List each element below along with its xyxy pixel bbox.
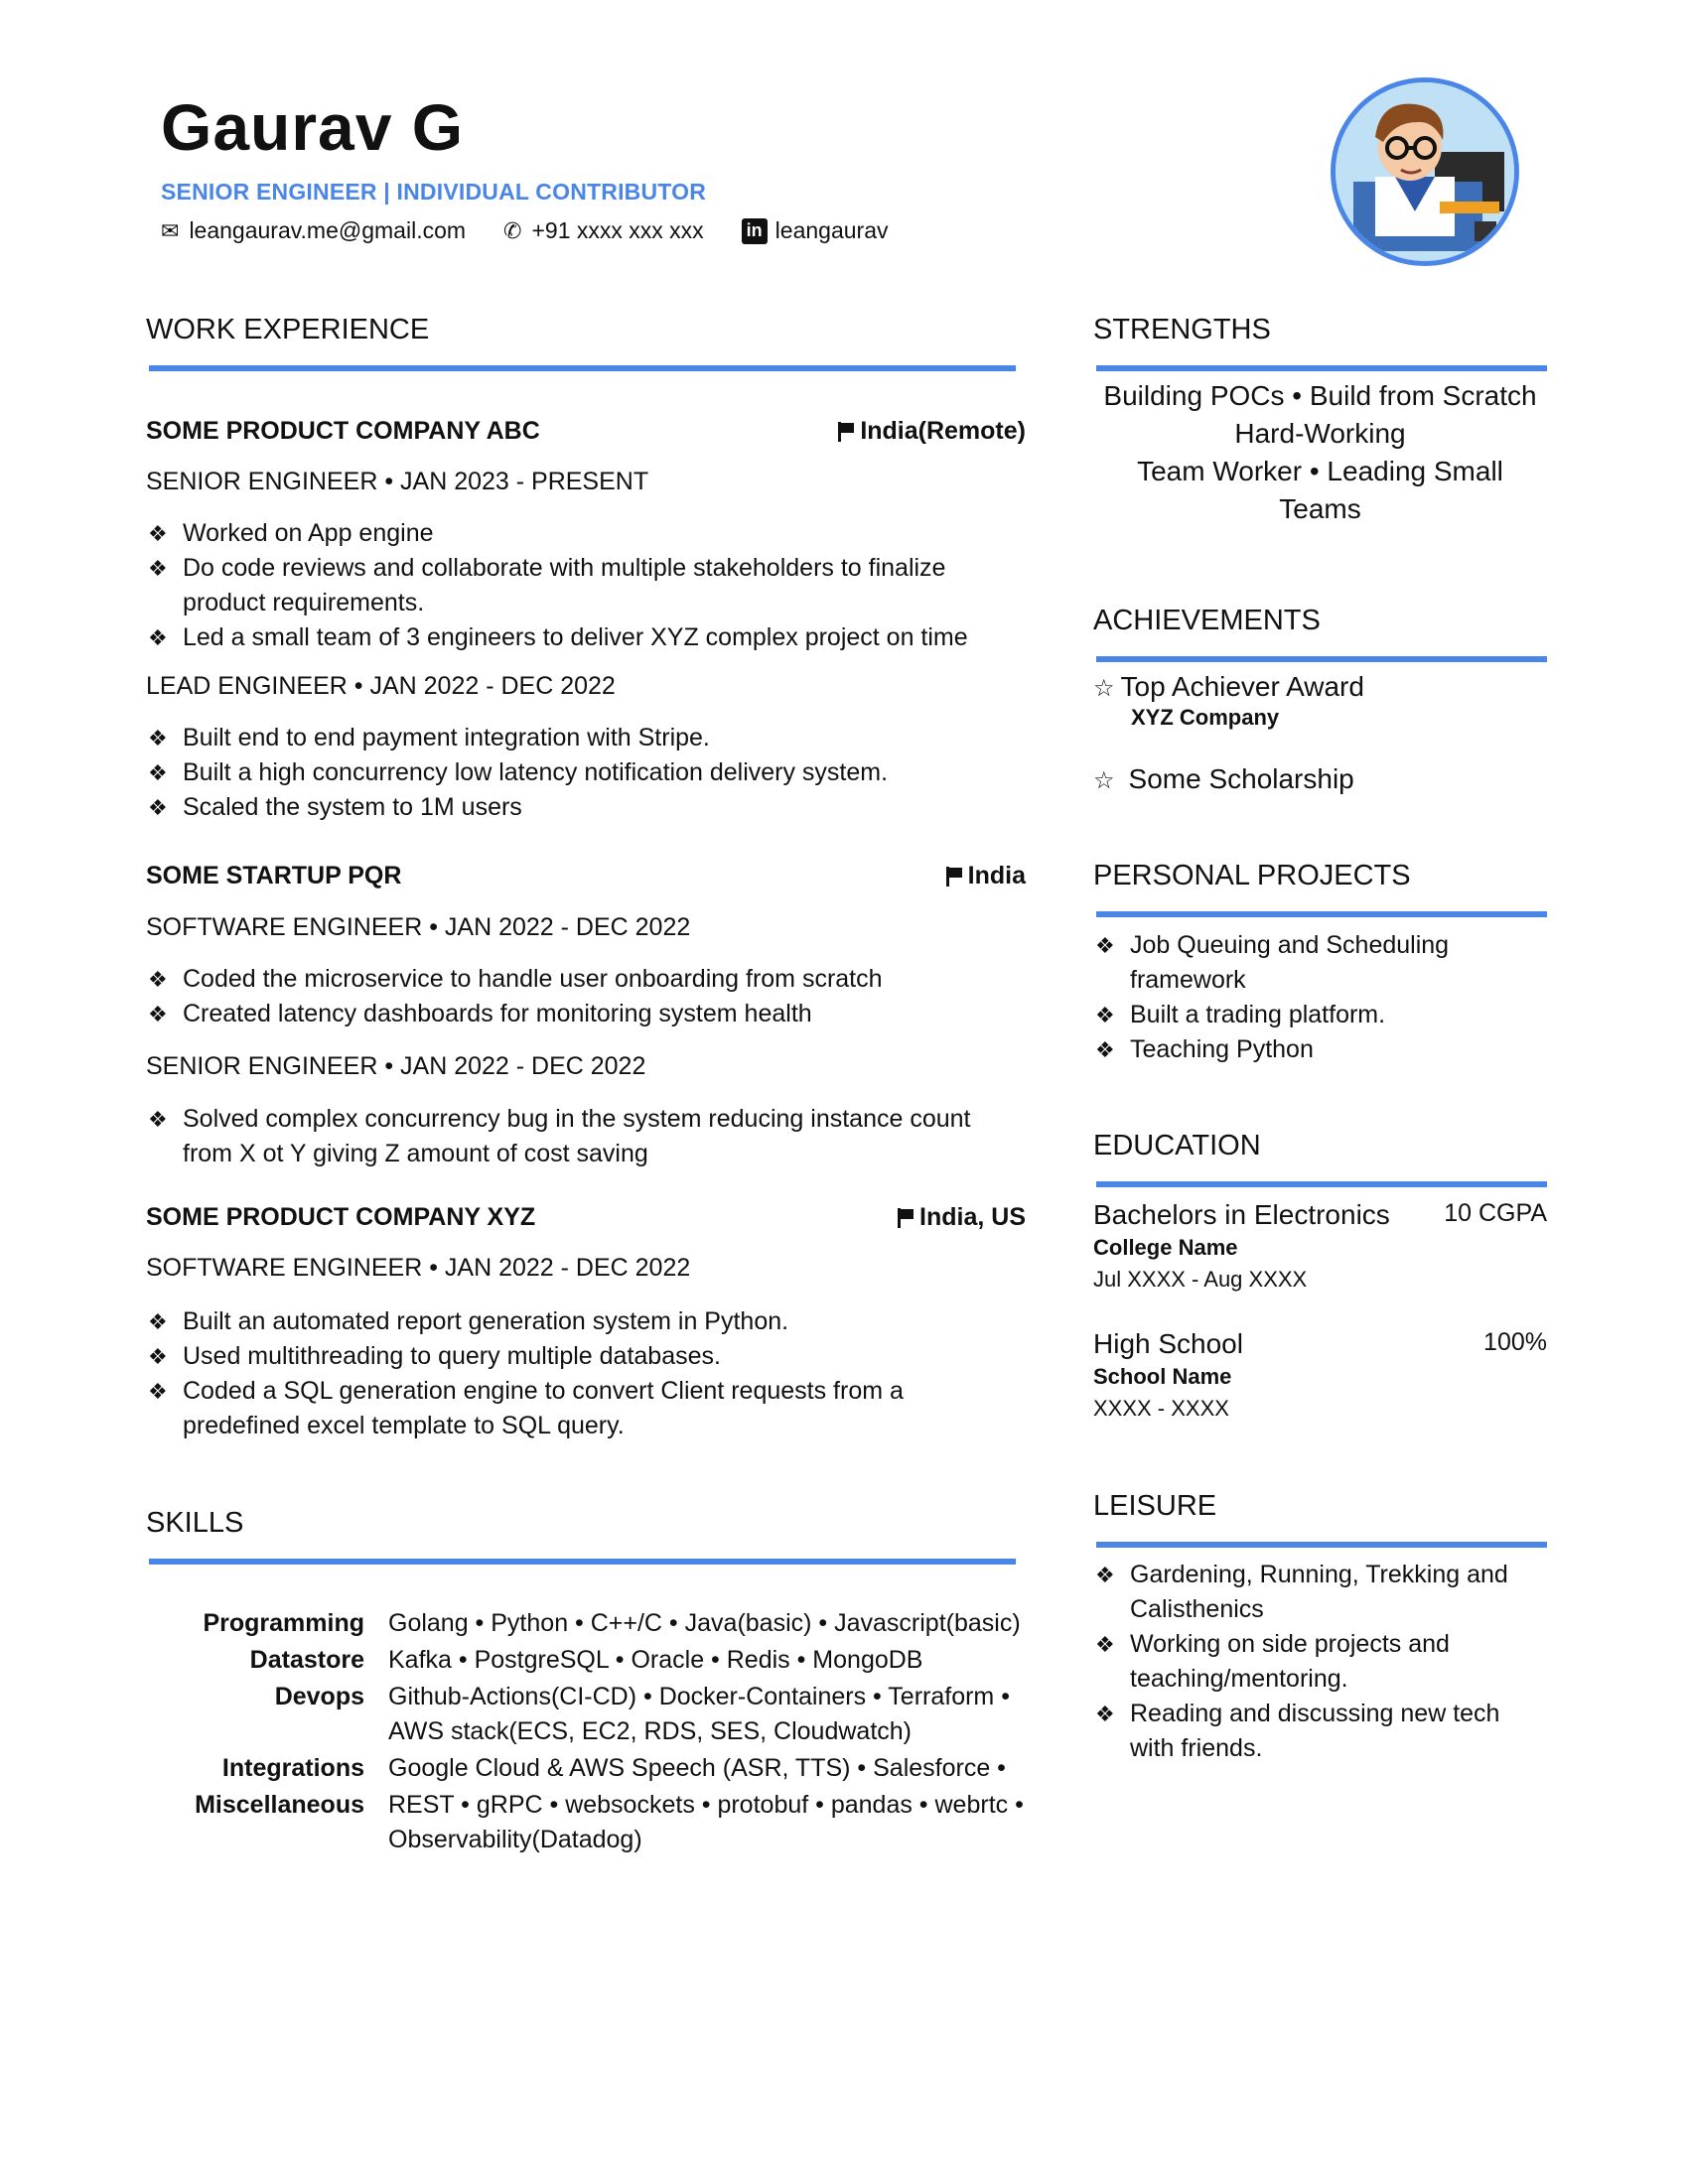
education-dates: XXXX - XXXX (1093, 1396, 1229, 1421)
list-item: ❖ Built an automated report generation system in Python. (146, 1304, 970, 1339)
role-title: SENIOR ENGINEER • JAN 2023 - PRESENT (146, 468, 649, 495)
school-name: College Name (1093, 1235, 1238, 1260)
company-name: SOME PRODUCT COMPANY ABC (146, 417, 540, 445)
list-item: ❖ Coded the microservice to handle user onboarding from scratch (146, 962, 1020, 997)
resume-name: Gaurav G (161, 90, 465, 164)
contact-bar (161, 217, 925, 244)
star-icon: ☆ (1093, 767, 1115, 794)
role-bullets (146, 516, 1020, 655)
list-item: ❖ Scaled the system to 1M users (146, 790, 1020, 825)
work-divider (149, 365, 1016, 371)
list-item: ❖ Built a high concurrency low latency notification delivery system. (146, 755, 1020, 790)
list-item: ❖ Coded a SQL generation engine to convert Client requests from a predefined excel template to SQL query. (146, 1374, 970, 1443)
projects-title: PERSONAL PROJECTS (1093, 860, 1411, 891)
list-item: ❖ Built end to end payment integration with Stripe. (146, 721, 1020, 755)
phone-text: +91 xxxx xxx xxx (531, 217, 704, 243)
table-row (146, 1749, 1026, 1786)
company-name: SOME STARTUP PQR (146, 862, 402, 889)
leisure-title: LEISURE (1093, 1490, 1217, 1522)
degree: High School (1093, 1328, 1243, 1359)
education-divider (1096, 1181, 1547, 1187)
contact-email[interactable] (161, 217, 466, 244)
phone-icon: ✆ (503, 217, 522, 243)
linkedin-text: leangaurav (774, 217, 889, 243)
skill-value: REST • gRPC • websockets • protobuf • pandas • webrtc • Observability(Datadog) (388, 1791, 1024, 1853)
table-row (146, 1678, 1026, 1749)
strength-line: Team Worker • Leading Small Teams (1137, 456, 1503, 524)
score: 10 CGPA (1444, 1199, 1547, 1227)
list-item: ❖ Job Queuing and Scheduling framework (1093, 928, 1480, 998)
achievement-item: ☆ Top Achiever Award XYZ Company (1093, 671, 1364, 730)
strengths-divider (1096, 365, 1547, 371)
projects-divider (1096, 911, 1547, 917)
role-bullets (146, 721, 1020, 825)
list-item: ❖ Gardening, Running, Trekking and Calisthenics (1093, 1558, 1530, 1627)
role-title: SOFTWARE ENGINEER • JAN 2022 - DEC 2022 (146, 1254, 691, 1282)
avatar-illustration (1336, 82, 1514, 261)
leisure-list (1093, 1558, 1530, 1766)
work-experience-title: WORK EXPERIENCE (146, 314, 430, 345)
achievement-item: ☆ Some Scholarship (1093, 763, 1354, 794)
contact-phone[interactable] (503, 217, 704, 244)
skill-category: Devops (274, 1683, 364, 1710)
skill-value: Google Cloud & AWS Speech (ASR, TTS) • Salesforce • (388, 1754, 1006, 1782)
list-item: ❖ Used multithreading to query multiple databases. (146, 1339, 970, 1374)
role-bullets (146, 1304, 970, 1443)
flag-icon (898, 1208, 912, 1228)
skills-table (146, 1606, 1026, 1857)
achievements-title: ACHIEVEMENTS (1093, 605, 1321, 636)
role-title: SOFTWARE ENGINEER • JAN 2022 - DEC 2022 (146, 913, 691, 941)
score: 100% (1483, 1328, 1547, 1356)
projects-list (1093, 928, 1480, 1067)
education-dates: Jul XXXX - Aug XXXX (1093, 1267, 1308, 1292)
strengths-title: STRENGTHS (1093, 314, 1271, 345)
company-location: India, US (728, 1203, 1026, 1232)
skill-category: Miscellaneous (195, 1791, 364, 1819)
avatar (1331, 77, 1519, 266)
list-item: ❖ Working on side projects and teaching/mentoring. (1093, 1627, 1530, 1697)
table-row (146, 1606, 1026, 1641)
role-title: LEAD ENGINEER • JAN 2022 - DEC 2022 (146, 672, 616, 700)
role-title: SENIOR ENGINEER • JAN 2022 - DEC 2022 (146, 1052, 646, 1080)
resume-subtitle: SENIOR ENGINEER | INDIVIDUAL CONTRIBUTOR (161, 179, 707, 205)
company-location: India (728, 862, 1026, 890)
role-bullets (146, 962, 1020, 1031)
strength-line: Hard-Working (1234, 418, 1406, 449)
strength-line: Building POCs • Build from Scratch (1103, 380, 1537, 411)
school-name: School Name (1093, 1364, 1232, 1389)
skill-category: Programming (203, 1609, 364, 1637)
strengths-list (1093, 377, 1547, 528)
list-item: ❖ Worked on App engine (146, 516, 1020, 551)
list-item: ❖ Reading and discussing new tech with friends. (1093, 1697, 1530, 1766)
list-item: ❖ Created latency dashboards for monitoring system health (146, 997, 1020, 1031)
company-name: SOME PRODUCT COMPANY XYZ (146, 1203, 536, 1231)
education-item (1093, 1199, 1547, 1293)
flag-icon (946, 867, 960, 887)
skill-category: Datastore (249, 1646, 364, 1674)
achievements-divider (1096, 656, 1547, 662)
leisure-divider (1096, 1542, 1547, 1548)
table-row (146, 1641, 1026, 1678)
flag-icon (838, 422, 852, 442)
role-bullets (146, 1102, 1020, 1171)
linkedin-icon: in (742, 218, 768, 244)
skill-value: Github-Actions(CI-CD) • Docker-Containers • Terraform • AWS stack(ECS, EC2, RDS, SES, Cloudwatch) (388, 1683, 1010, 1745)
table-row (146, 1786, 1026, 1857)
achievement-sub: XYZ Company (1131, 705, 1280, 730)
skill-value: Kafka • PostgreSQL • Oracle • Redis • MongoDB (388, 1646, 923, 1674)
skill-value: Golang • Python • C++/C • Java(basic) • Javascript(basic) (388, 1609, 1021, 1637)
skills-divider (149, 1559, 1016, 1565)
education-item (1093, 1328, 1547, 1422)
list-item: ❖ Built a trading platform. (1093, 998, 1480, 1032)
degree: Bachelors in Electronics (1093, 1199, 1390, 1230)
company-location: India(Remote) (728, 417, 1026, 446)
email-text: leangaurav.me@gmail.com (189, 217, 467, 243)
star-icon: ☆ (1093, 675, 1115, 702)
contact-linkedin[interactable] (742, 217, 889, 244)
list-item: ❖ Led a small team of 3 engineers to deliver XYZ complex project on time (146, 620, 1020, 655)
envelope-icon: ✉ (161, 217, 180, 243)
education-title: EDUCATION (1093, 1130, 1261, 1161)
list-item: ❖ Teaching Python (1093, 1032, 1480, 1067)
list-item: ❖ Do code reviews and collaborate with multiple stakeholders to finalize product requirements. (146, 551, 1020, 620)
skill-category: Integrations (221, 1754, 364, 1782)
list-item: ❖ Solved complex concurrency bug in the system reducing instance count from X ot Y giving Z amount of cost saving (146, 1102, 1020, 1171)
skills-title: SKILLS (146, 1507, 244, 1539)
